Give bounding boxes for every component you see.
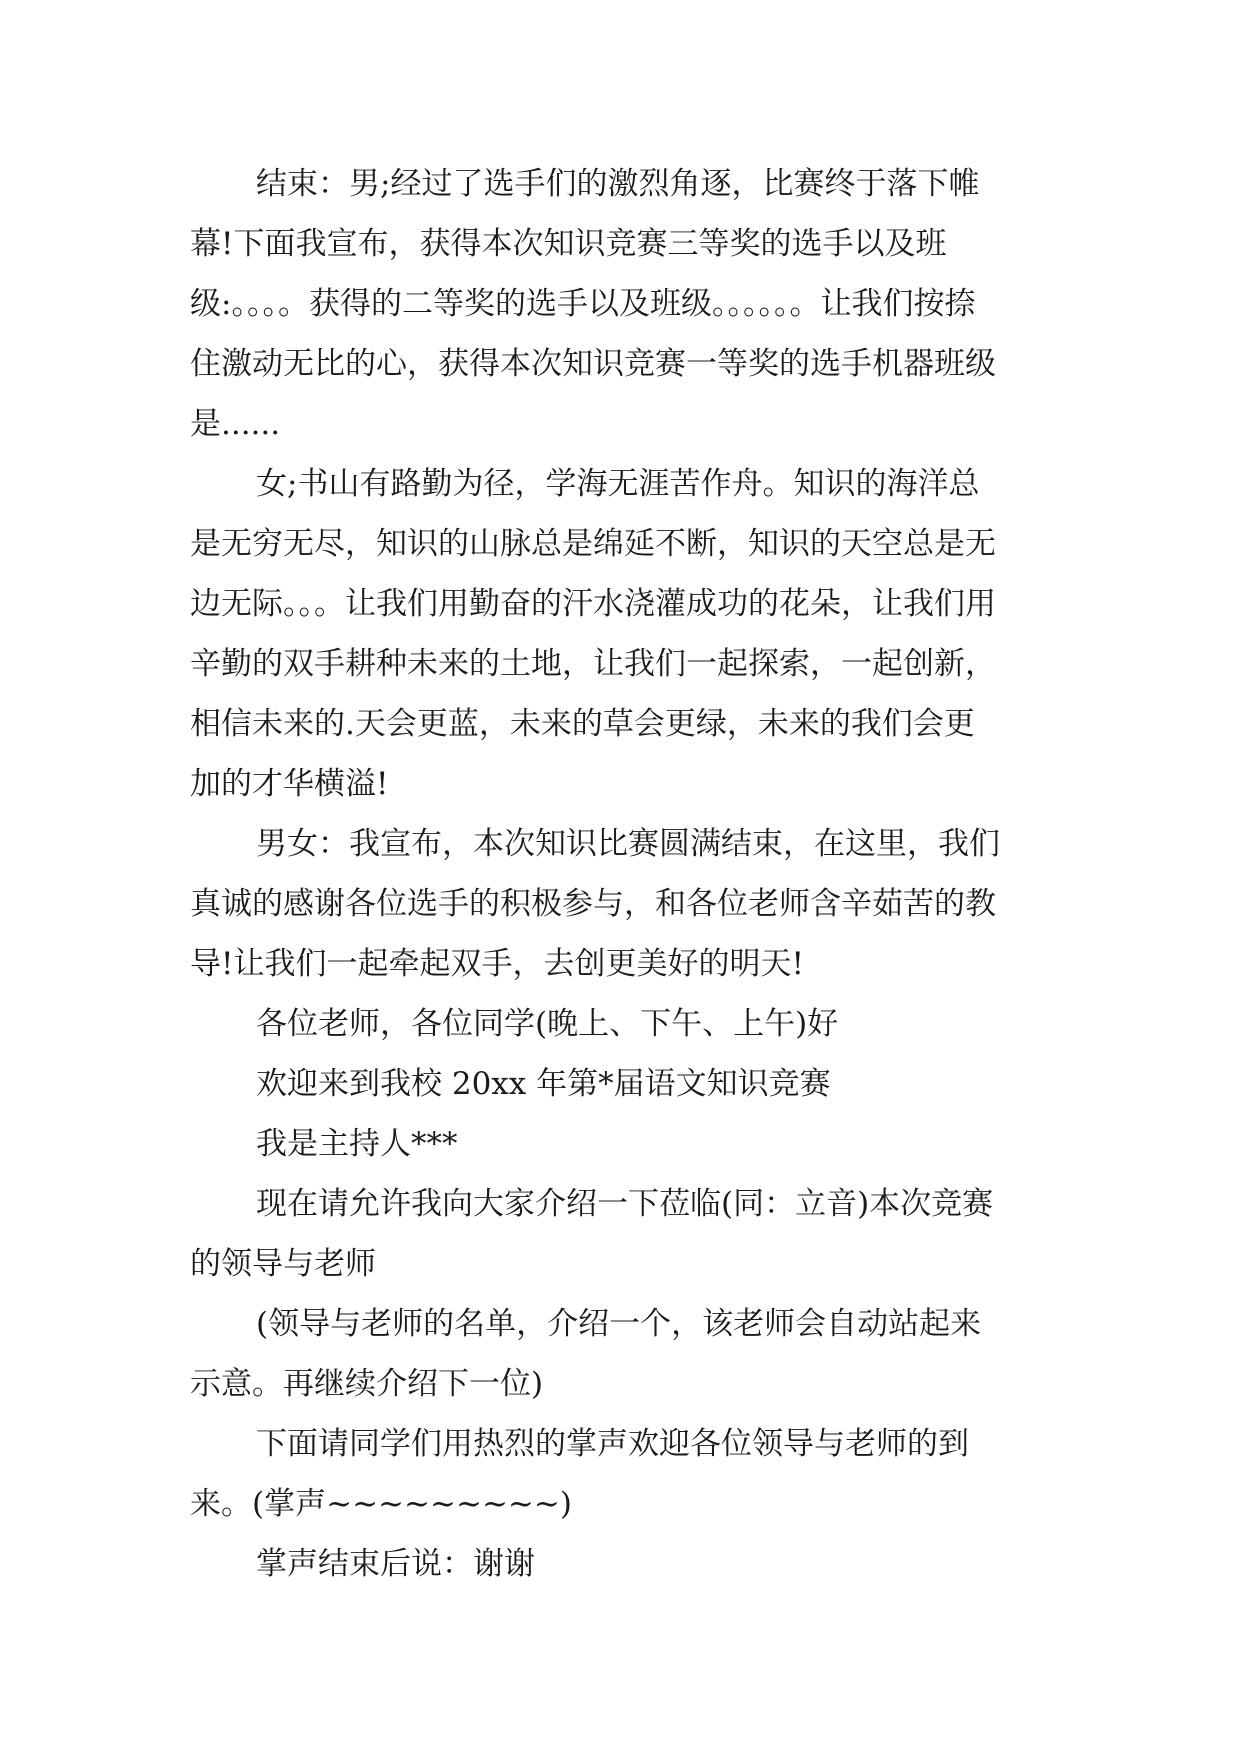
text-line: 辛勤的双手耕种未来的土地，让我们一起探索，一起创新， xyxy=(190,646,996,682)
paragraph-greeting xyxy=(190,994,1050,1054)
text-line: 加的才华横溢! xyxy=(190,766,389,802)
paragraph-host xyxy=(190,1114,1050,1174)
paragraph-welcome xyxy=(190,1054,1050,1114)
text-line: 现在请允许我向大家介绍一下莅临(同：立音)本次竞赛 xyxy=(256,1186,994,1222)
text-line: 结束：男;经过了选手们的激烈角逐，比赛终于落下帷 xyxy=(256,166,980,202)
text-line: 幕!下面我宣布，获得本次知识竞赛三等奖的选手以及班 xyxy=(190,226,947,262)
paragraph-list-note xyxy=(190,1294,1050,1414)
text-line: 是...... xyxy=(190,406,281,442)
text-line: 欢迎来到我校 20xx 年第*届语文知识竞赛 xyxy=(256,1066,831,1102)
paragraph-closing-male xyxy=(190,154,1050,454)
paragraph-introduce xyxy=(190,1174,1050,1294)
text-line: 下面请同学们用热烈的掌声欢迎各位领导与老师的到 xyxy=(256,1426,969,1462)
paragraph-closing-both xyxy=(190,814,1050,994)
paragraph-thanks xyxy=(190,1534,1050,1594)
document-body xyxy=(190,154,1050,1594)
text-line: 来。(掌声~~~~~~~~~) xyxy=(190,1486,572,1522)
text-line: 各位老师，各位同学(晚上、下午、上午)好 xyxy=(256,1006,839,1042)
text-line: 级:。。。。获得的二等奖的选手以及班级。。。。。。让我们按捺 xyxy=(190,286,976,322)
text-line: (领导与老师的名单，介绍一个，该老师会自动站起来 xyxy=(256,1306,982,1342)
text-line: 住激动无比的心，获得本次知识竞赛一等奖的选手机器班级 xyxy=(190,346,996,382)
text-line: 我是主持人*** xyxy=(256,1126,458,1162)
text-line: 是无穷无尽，知识的山脉总是绵延不断，知识的天空总是无 xyxy=(190,526,996,562)
text-line: 示意。再继续介绍下一位) xyxy=(190,1366,544,1402)
paragraph-applause xyxy=(190,1414,1050,1534)
text-line: 掌声结束后说：谢谢 xyxy=(256,1546,535,1582)
paragraph-closing-female xyxy=(190,454,1050,814)
text-line: 男女：我宣布，本次知识比赛圆满结束，在这里，我们 xyxy=(256,826,1000,862)
text-line: 真诚的感谢各位选手的积极参与，和各位老师含辛茹苦的教 xyxy=(190,886,996,922)
text-line: 导!让我们一起牵起双手，去创更美好的明天! xyxy=(190,946,804,982)
text-line: 相信未来的.天会更蓝，未来的草会更绿，未来的我们会更 xyxy=(190,706,975,742)
text-line: 女;书山有路勤为径，学海无涯苦作舟。知识的海洋总 xyxy=(256,466,980,502)
text-line: 边无际。。。让我们用勤奋的汗水浇灌成功的花朵，让我们用 xyxy=(190,586,996,622)
text-line: 的领导与老师 xyxy=(190,1246,376,1282)
